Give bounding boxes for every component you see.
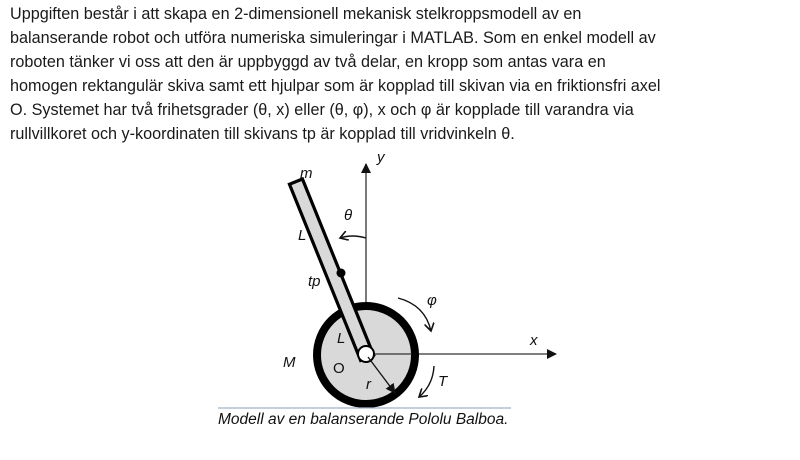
theta-angle-arrow: [340, 236, 366, 238]
axle-label: O: [333, 360, 345, 377]
rod-mass-label: m: [300, 165, 313, 182]
theta-label: θ: [344, 207, 353, 224]
wheel-mass-label: M: [283, 354, 296, 371]
y-axis-label: y: [377, 149, 385, 166]
paragraph-line: roboten tänker vi oss att den är uppbyggd av två delar, en kropp som antas vara en: [10, 53, 606, 71]
paragraph-line: balanserande robot och utföra numeriska simuleringar i MATLAB. Som en enkel modell av: [10, 29, 656, 47]
phi-label: φ: [427, 292, 437, 309]
paragraph-line: O. Systemet har två frihetsgrader (θ, x) eller (θ, φ), x och φ är kopplade till varandra via: [10, 101, 634, 119]
x-axis-label: x: [530, 332, 538, 349]
rod-length-label-upper: L: [298, 227, 307, 244]
paragraph-line: rullvillkoret och y-koordinaten till skivans tp är kopplad till vridvinkeln θ.: [10, 125, 515, 143]
axle: [358, 346, 374, 362]
radius-label: r: [366, 376, 371, 393]
figure-caption: Modell av en balanserande Pololu Balboa.: [218, 411, 509, 428]
paragraph-line: homogen rektangulär skiva samt ett hjulpar som är kopplad till skivan via en friktionsfri axel: [10, 77, 661, 95]
center-of-mass-dot: [337, 269, 346, 278]
center-point-label: tp: [308, 273, 321, 290]
torque-arrow: [419, 366, 434, 397]
torque-label: T: [438, 373, 448, 390]
rod-length-label-lower: L: [337, 330, 346, 347]
paragraph-line: Uppgiften består i att skapa en 2-dimensionell mekanisk stelkroppsmodell av en: [10, 5, 582, 23]
